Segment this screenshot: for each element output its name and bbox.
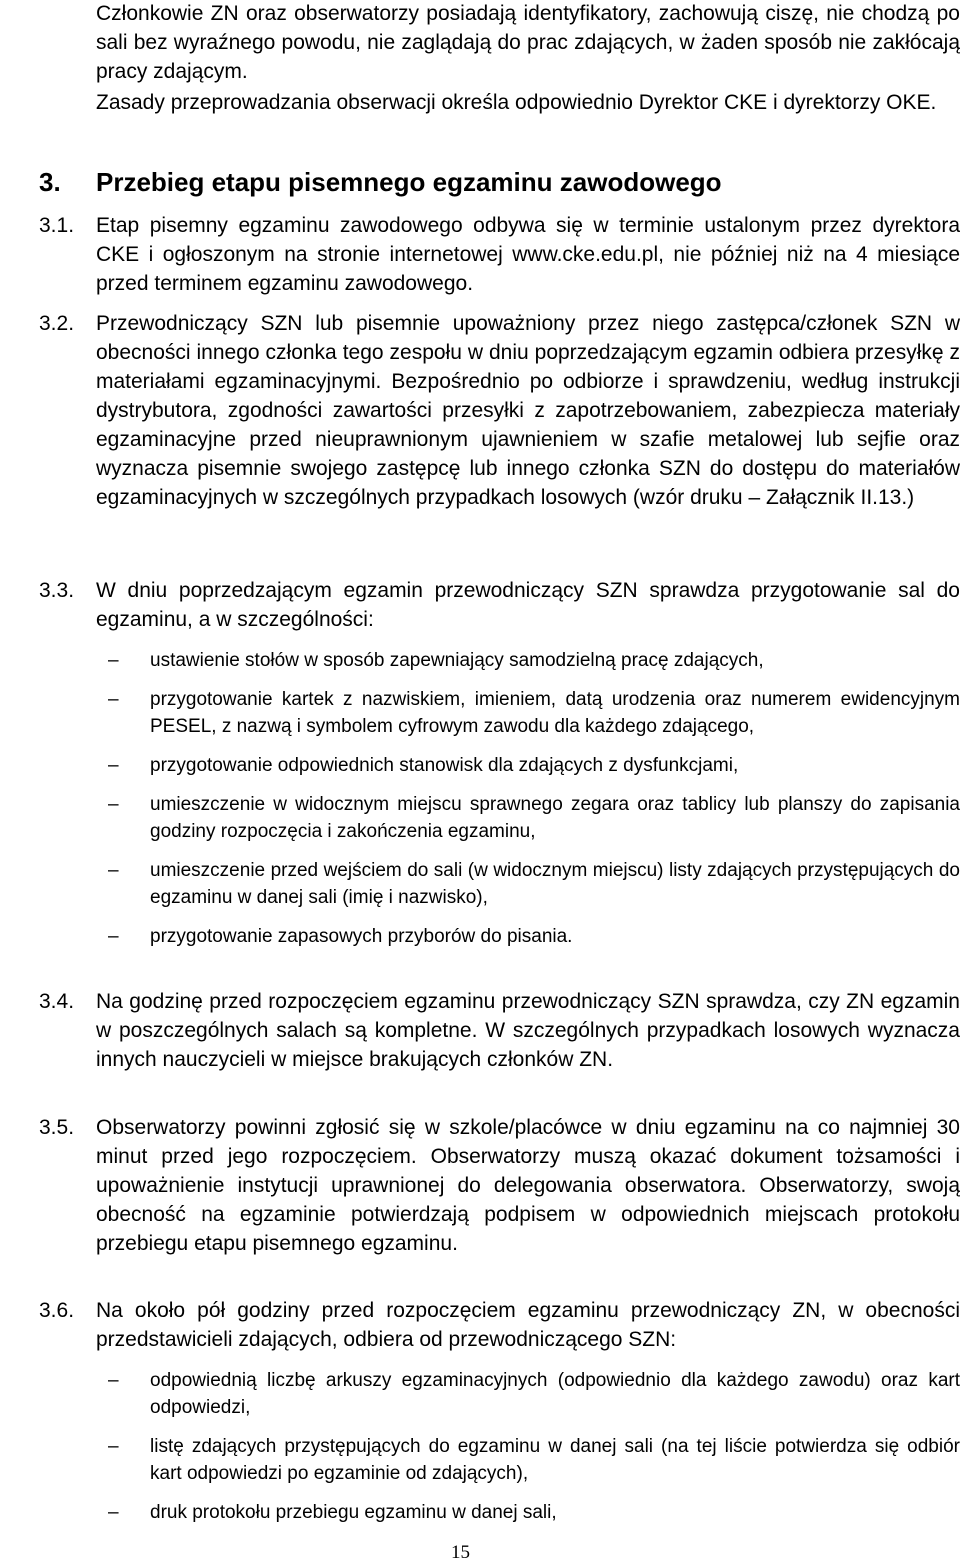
item-number: 3.5. bbox=[39, 1116, 75, 1139]
list-item-text: przygotowanie kartek z nazwiskiem, imieniem, datą urodzenia oraz numerem ewidencyjnym PESEL, z nazwą i symbolem cyfrowym zawodu dla każdego zdającego, bbox=[150, 689, 960, 737]
item-3-6 bbox=[39, 1296, 960, 1354]
item-number: 3.3. bbox=[39, 579, 75, 602]
list-item-text: odpowiednią liczbę arkuszy egzaminacyjnych (odpowiednio dla każdego zawodu) oraz kart odpowiedzi, bbox=[150, 1370, 960, 1418]
section-heading bbox=[39, 165, 722, 199]
list-item-text: umieszczenie przed wejściem do sali (w widocznym miejscu) listy zdających przystępujących do egzaminu w danej sali (imię i nazwisko), bbox=[150, 860, 960, 908]
item-text: Na około pół godziny przed rozpoczęciem egzaminu przewodniczący ZN, w obecności przedstawicieli zdających, odbiera od przewodniczącego SZN: bbox=[96, 1299, 960, 1351]
dash-bullet-icon: – bbox=[108, 860, 119, 881]
list-item bbox=[96, 1433, 960, 1487]
list-item bbox=[96, 752, 960, 779]
dash-bullet-icon: – bbox=[108, 1370, 119, 1391]
list-item bbox=[96, 1499, 960, 1526]
list-item bbox=[96, 1367, 960, 1421]
item-3-5 bbox=[39, 1113, 960, 1258]
list-materials-received bbox=[96, 1367, 960, 1538]
list-item bbox=[96, 791, 960, 845]
intro-paragraph-observers: Członkowie ZN oraz obserwatorzy posiadają identyfikatory, zachowują ciszę, nie chodzą po sali bez wyraźnego powodu, nie zaglądają do prac zdających, w żaden sposób nie zakłócają pracy zdającym. bbox=[96, 2, 960, 83]
list-item bbox=[96, 686, 960, 740]
item-text: Obserwatorzy powinni zgłosić się w szkole/placówce w dniu egzaminu na co najmniej 30 minut przed jego rozpoczęciem. Obserwatorzy muszą okazać dokument tożsamości i upoważnienie instytucji uprawnionej do delegowania obserwatora. Obserwatorzy, swoją obecność na egzaminie potwierdzają podpisem w odpowiednich miejscach protokołu przebiegu etapu pisemnego egzaminu. bbox=[96, 1116, 960, 1255]
item-number: 3.1. bbox=[39, 214, 75, 237]
dash-bullet-icon: – bbox=[108, 650, 119, 671]
item-3-1 bbox=[39, 211, 960, 298]
dash-bullet-icon: – bbox=[108, 755, 119, 776]
item-3-3 bbox=[39, 576, 960, 634]
item-text: Etap pisemny egzaminu zawodowego odbywa się w terminie ustalonym przez dyrektora CKE i ogłoszonym na stronie internetowej www.cke.edu.pl, nie później niż na 4 miesiące przed terminem egzaminu zawodowego. bbox=[96, 214, 960, 295]
dash-bullet-icon: – bbox=[108, 1502, 119, 1523]
list-item-text: listę zdających przystępujących do egzaminu w danej sali (na tej liście potwierdza się odbiór kart odpowiedzi po egzaminie od zdających), bbox=[150, 1436, 960, 1484]
item-3-2 bbox=[39, 309, 960, 512]
intro-paragraph-observation-rules: Zasady przeprowadzania obserwacji określa odpowiednio Dyrektor CKE i dyrektorzy OKE. bbox=[96, 91, 937, 114]
item-number: 3.2. bbox=[39, 312, 75, 335]
dash-bullet-icon: – bbox=[108, 794, 119, 815]
item-text: Na godzinę przed rozpoczęciem egzaminu przewodniczący SZN sprawdza, czy ZN egzamin w poszczególnych salach są kompletne. W szczególnych przypadkach losowych wyznacza innych nauczycieli w miejsce brakujących członków ZN. bbox=[96, 990, 960, 1071]
item-number: 3.4. bbox=[39, 990, 75, 1013]
list-item-text: przygotowanie zapasowych przyborów do pisania. bbox=[150, 926, 573, 947]
item-number: 3.6. bbox=[39, 1299, 75, 1322]
list-item bbox=[96, 923, 960, 950]
list-item-text: przygotowanie odpowiednich stanowisk dla zdających z dysfunkcjami, bbox=[150, 755, 739, 776]
list-item-text: ustawienie stołów w sposób zapewniający samodzielną pracę zdających, bbox=[150, 650, 764, 671]
list-item-text: druk protokołu przebiegu egzaminu w danej sali, bbox=[150, 1502, 557, 1523]
page-number: 15 bbox=[451, 1542, 470, 1563]
item-text: Przewodniczący SZN lub pisemnie upoważniony przez niego zastępca/członek SZN w obecności innego członka tego zespołu w dniu poprzedzającym egzamin odbiera przesyłkę z materiałami egzaminacyjnymi. Bezpośrednio po odbiorze i sprawdzeniu, według instrukcji dystrybutora, zgodności zawartości przesyłki z zapotrzebowaniem, zabezpiecza materiały egzaminacyjne przed nieuprawnionym ujawnieniem w szafie metalowej lub sejfie oraz wyznacza pisemnie swojego zastępcę lub innego członka SZN do dostępu do materiałów egzaminacyjnych w szczególnych przypadkach losowych (wzór druku – Załącznik II.13.) bbox=[96, 312, 960, 509]
item-3-4 bbox=[39, 987, 960, 1074]
list-item bbox=[96, 647, 960, 674]
section-title: Przebieg etapu pisemnego egzaminu zawodowego bbox=[96, 167, 722, 197]
list-room-preparation bbox=[96, 647, 960, 962]
dash-bullet-icon: – bbox=[108, 1436, 119, 1457]
dash-bullet-icon: – bbox=[108, 689, 119, 710]
item-text: W dniu poprzedzającym egzamin przewodniczący SZN sprawdza przygotowanie sal do egzaminu, a w szczególności: bbox=[96, 579, 960, 631]
list-item bbox=[96, 857, 960, 911]
list-item-text: umieszczenie w widocznym miejscu sprawnego zegara oraz tablicy lub planszy do zapisania godziny rozpoczęcia i zakończenia egzaminu, bbox=[150, 794, 960, 842]
section-number: 3. bbox=[39, 167, 61, 197]
dash-bullet-icon: – bbox=[108, 926, 119, 947]
